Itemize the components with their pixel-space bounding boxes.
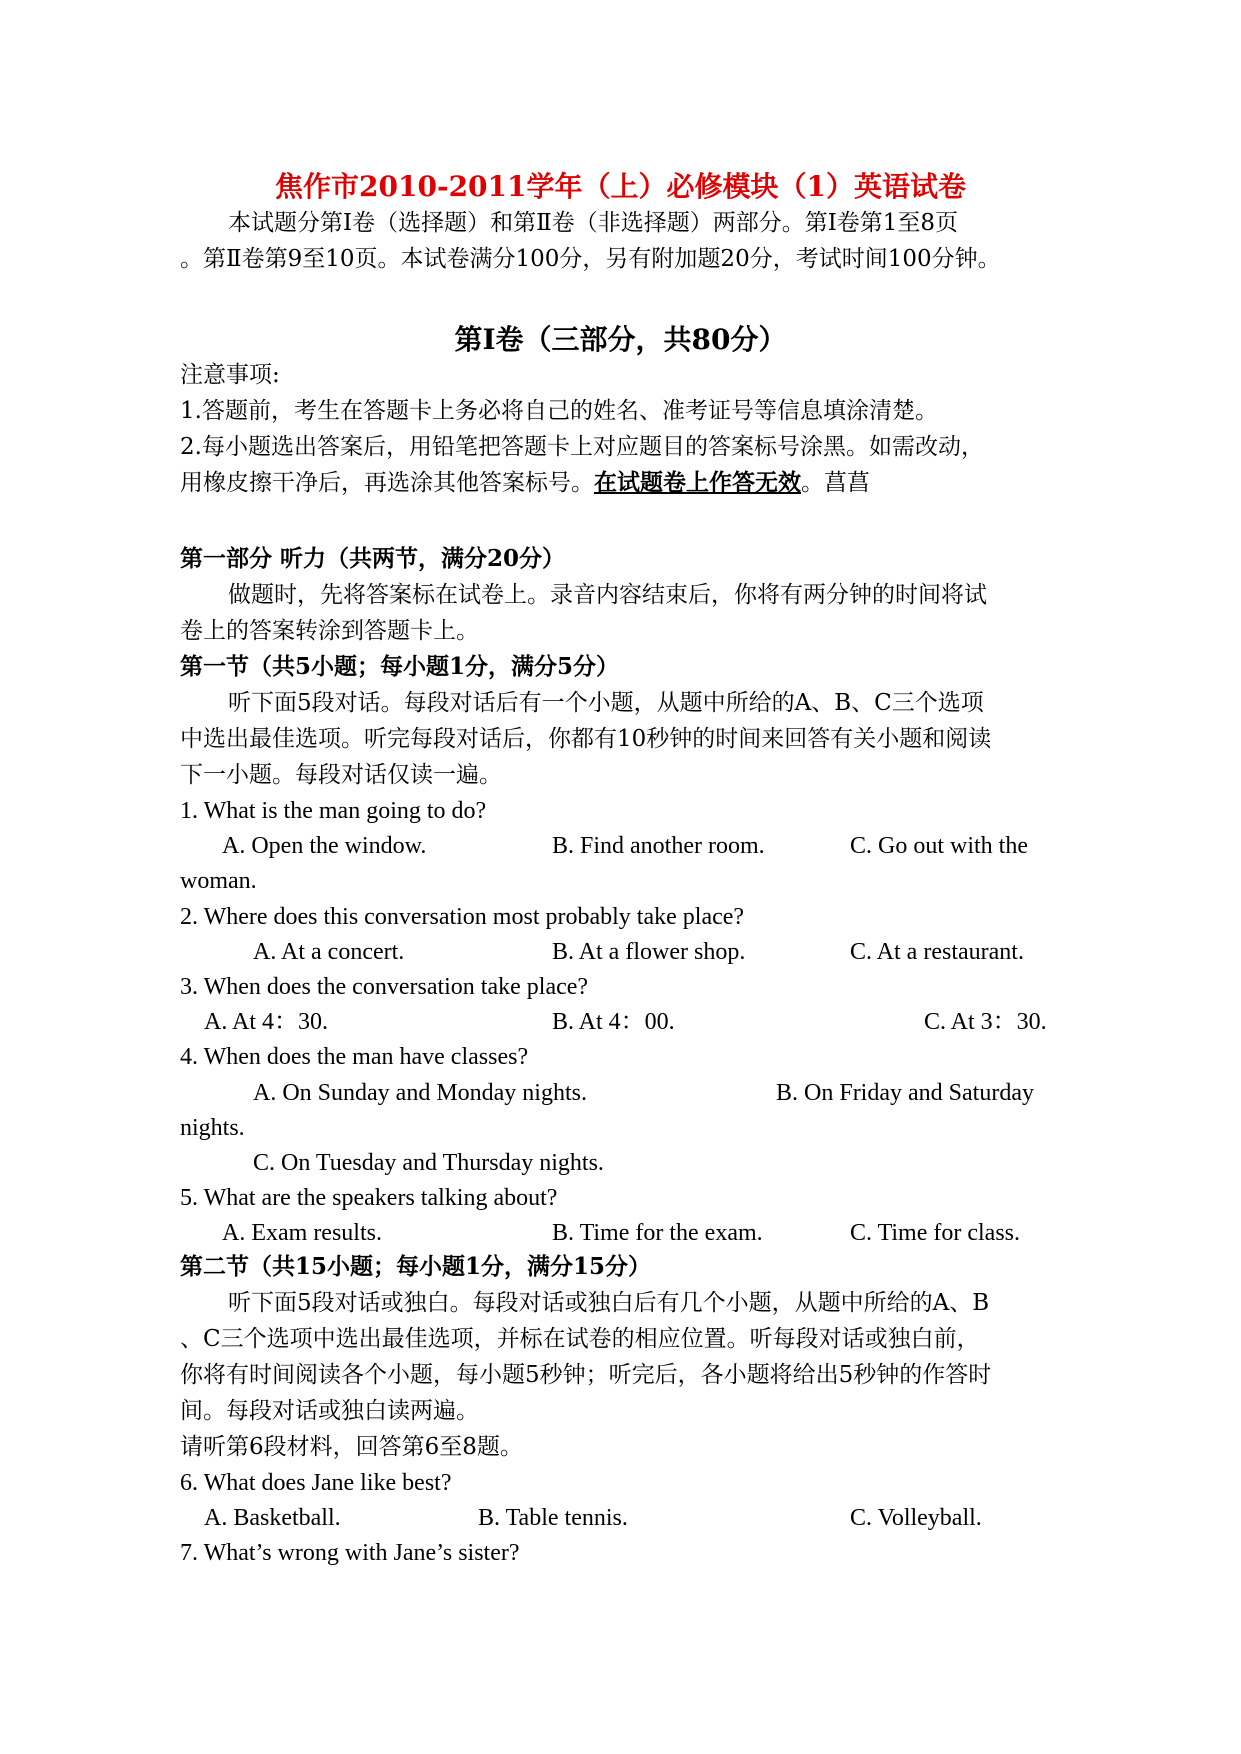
q2-option-c: C. At a restaurant. [850, 939, 1024, 965]
notes-heading: 注意事项: [180, 362, 280, 388]
question-5: 5. What are the speakers talking about? [180, 1185, 558, 1211]
q4-option-c: C. On Tuesday and Thursday nights. [253, 1150, 604, 1176]
question-2: 2. Where does this conversation most probably take place? [180, 904, 745, 930]
q6-option-b: B. Table tennis. [478, 1505, 628, 1531]
question-4: 4. When does the man have classes? [180, 1044, 529, 1070]
note-2-line-2 [180, 468, 870, 498]
q3-option-b: B. At 4：00. [552, 1009, 675, 1035]
section1-desc-1: 听下面5段对话。每段对话后有一个小题，从题中所给的A、B、C三个选项 [228, 690, 984, 716]
section2-heading: 第二节（共15小题；每小题1分，满分15分） [180, 1253, 652, 1280]
material-6-instruction: 请听第6段材料，回答第6至8题。 [180, 1434, 523, 1460]
exam-title: 焦作市2010-2011学年（上）必修模块（1）英语试卷 [275, 170, 966, 203]
note-2-line-1: 2.每小题选出答案后，用铅笔把答题卡上对应题目的答案标号涂黑。如需改动， [180, 434, 984, 460]
section2-desc-1: 听下面5段对话或独白。每段对话或独白后有几个小题，从题中所给的A、B [228, 1290, 990, 1316]
q4-option-b: B. On Friday and Saturday [776, 1080, 1034, 1106]
q3-option-c: C. At 3：30. [924, 1009, 1047, 1035]
question-7: 7. What’s wrong with Jane’s sister? [180, 1540, 520, 1566]
section1-heading: 第一节（共5小题；每小题1分，满分5分） [180, 653, 620, 680]
q5-option-c: C. Time for class. [850, 1220, 1021, 1246]
note-2-emphasis: 在试题卷上作答无效 [594, 469, 801, 496]
section2-desc-4: 间。每段对话或独白读两遍。 [180, 1398, 479, 1424]
q5-option-b: B. Time for the exam. [552, 1220, 763, 1246]
note-1: 1.答题前，考生在答题卡上务必将自己的姓名、准考证号等信息填涂清楚。 [180, 398, 938, 424]
note-2-text: 用橡皮擦干净后，再选涂其他答案标号。 [180, 470, 594, 496]
q2-option-a: A. At a concert. [253, 939, 405, 965]
section1-desc-3: 下一小题。每段对话仅读一遍。 [180, 762, 502, 788]
part1-desc-2: 卷上的答案转涂到答题卡上。 [180, 618, 479, 644]
volume1-title: 第Ⅰ卷（三部分，共80分） [454, 323, 787, 356]
q1-option-b: B. Find another room. [552, 833, 765, 859]
section2-desc-2: 、C三个选项中选出最佳选项，并标在试卷的相应位置。听每段对话或独白前， [180, 1326, 980, 1352]
question-6: 6. What does Jane like best? [180, 1470, 452, 1496]
q4-option-a: A. On Sunday and Monday nights. [253, 1080, 587, 1106]
note-2-tail: 。菖菖 [801, 470, 870, 496]
section2-desc-3: 你将有时间阅读各个小题，每小题5秒钟；听完后，各小题将给出5秒钟的作答时 [180, 1362, 992, 1388]
q1-option-c: C. Go out with the [850, 833, 1028, 859]
question-3: 3. When does the conversation take place? [180, 974, 589, 1000]
q6-option-c: C. Volleyball. [850, 1505, 982, 1531]
q1-option-c-cont: woman. [180, 868, 257, 894]
q5-option-a: A. Exam results. [222, 1220, 382, 1246]
part1-heading: 第一部分 听力（共两节，满分20分） [180, 545, 566, 572]
question-1: 1. What is the man going to do? [180, 798, 487, 824]
q6-option-a: A. Basketball. [204, 1505, 341, 1531]
part1-desc-1: 做题时，先将答案标在试卷上。录音内容结束后，你将有两分钟的时间将试 [228, 582, 987, 608]
q1-option-a: A. Open the window. [222, 833, 427, 859]
q4-option-b-cont: nights. [180, 1115, 245, 1141]
q2-option-b: B. At a flower shop. [552, 939, 746, 965]
section1-desc-2: 中选出最佳选项。听完每段对话后，你都有10秒钟的时间来回答有关小题和阅读 [180, 726, 992, 752]
intro-line-1: 本试题分第Ⅰ卷（选择题）和第Ⅱ卷（非选择题）两部分。第Ⅰ卷第1至8页 [228, 210, 959, 236]
q3-option-a: A. At 4：30. [204, 1009, 329, 1035]
intro-line-2: 。第Ⅱ卷第9至10页。本试卷满分100分，另有附加题20分，考试时间100分钟。 [180, 246, 1001, 272]
